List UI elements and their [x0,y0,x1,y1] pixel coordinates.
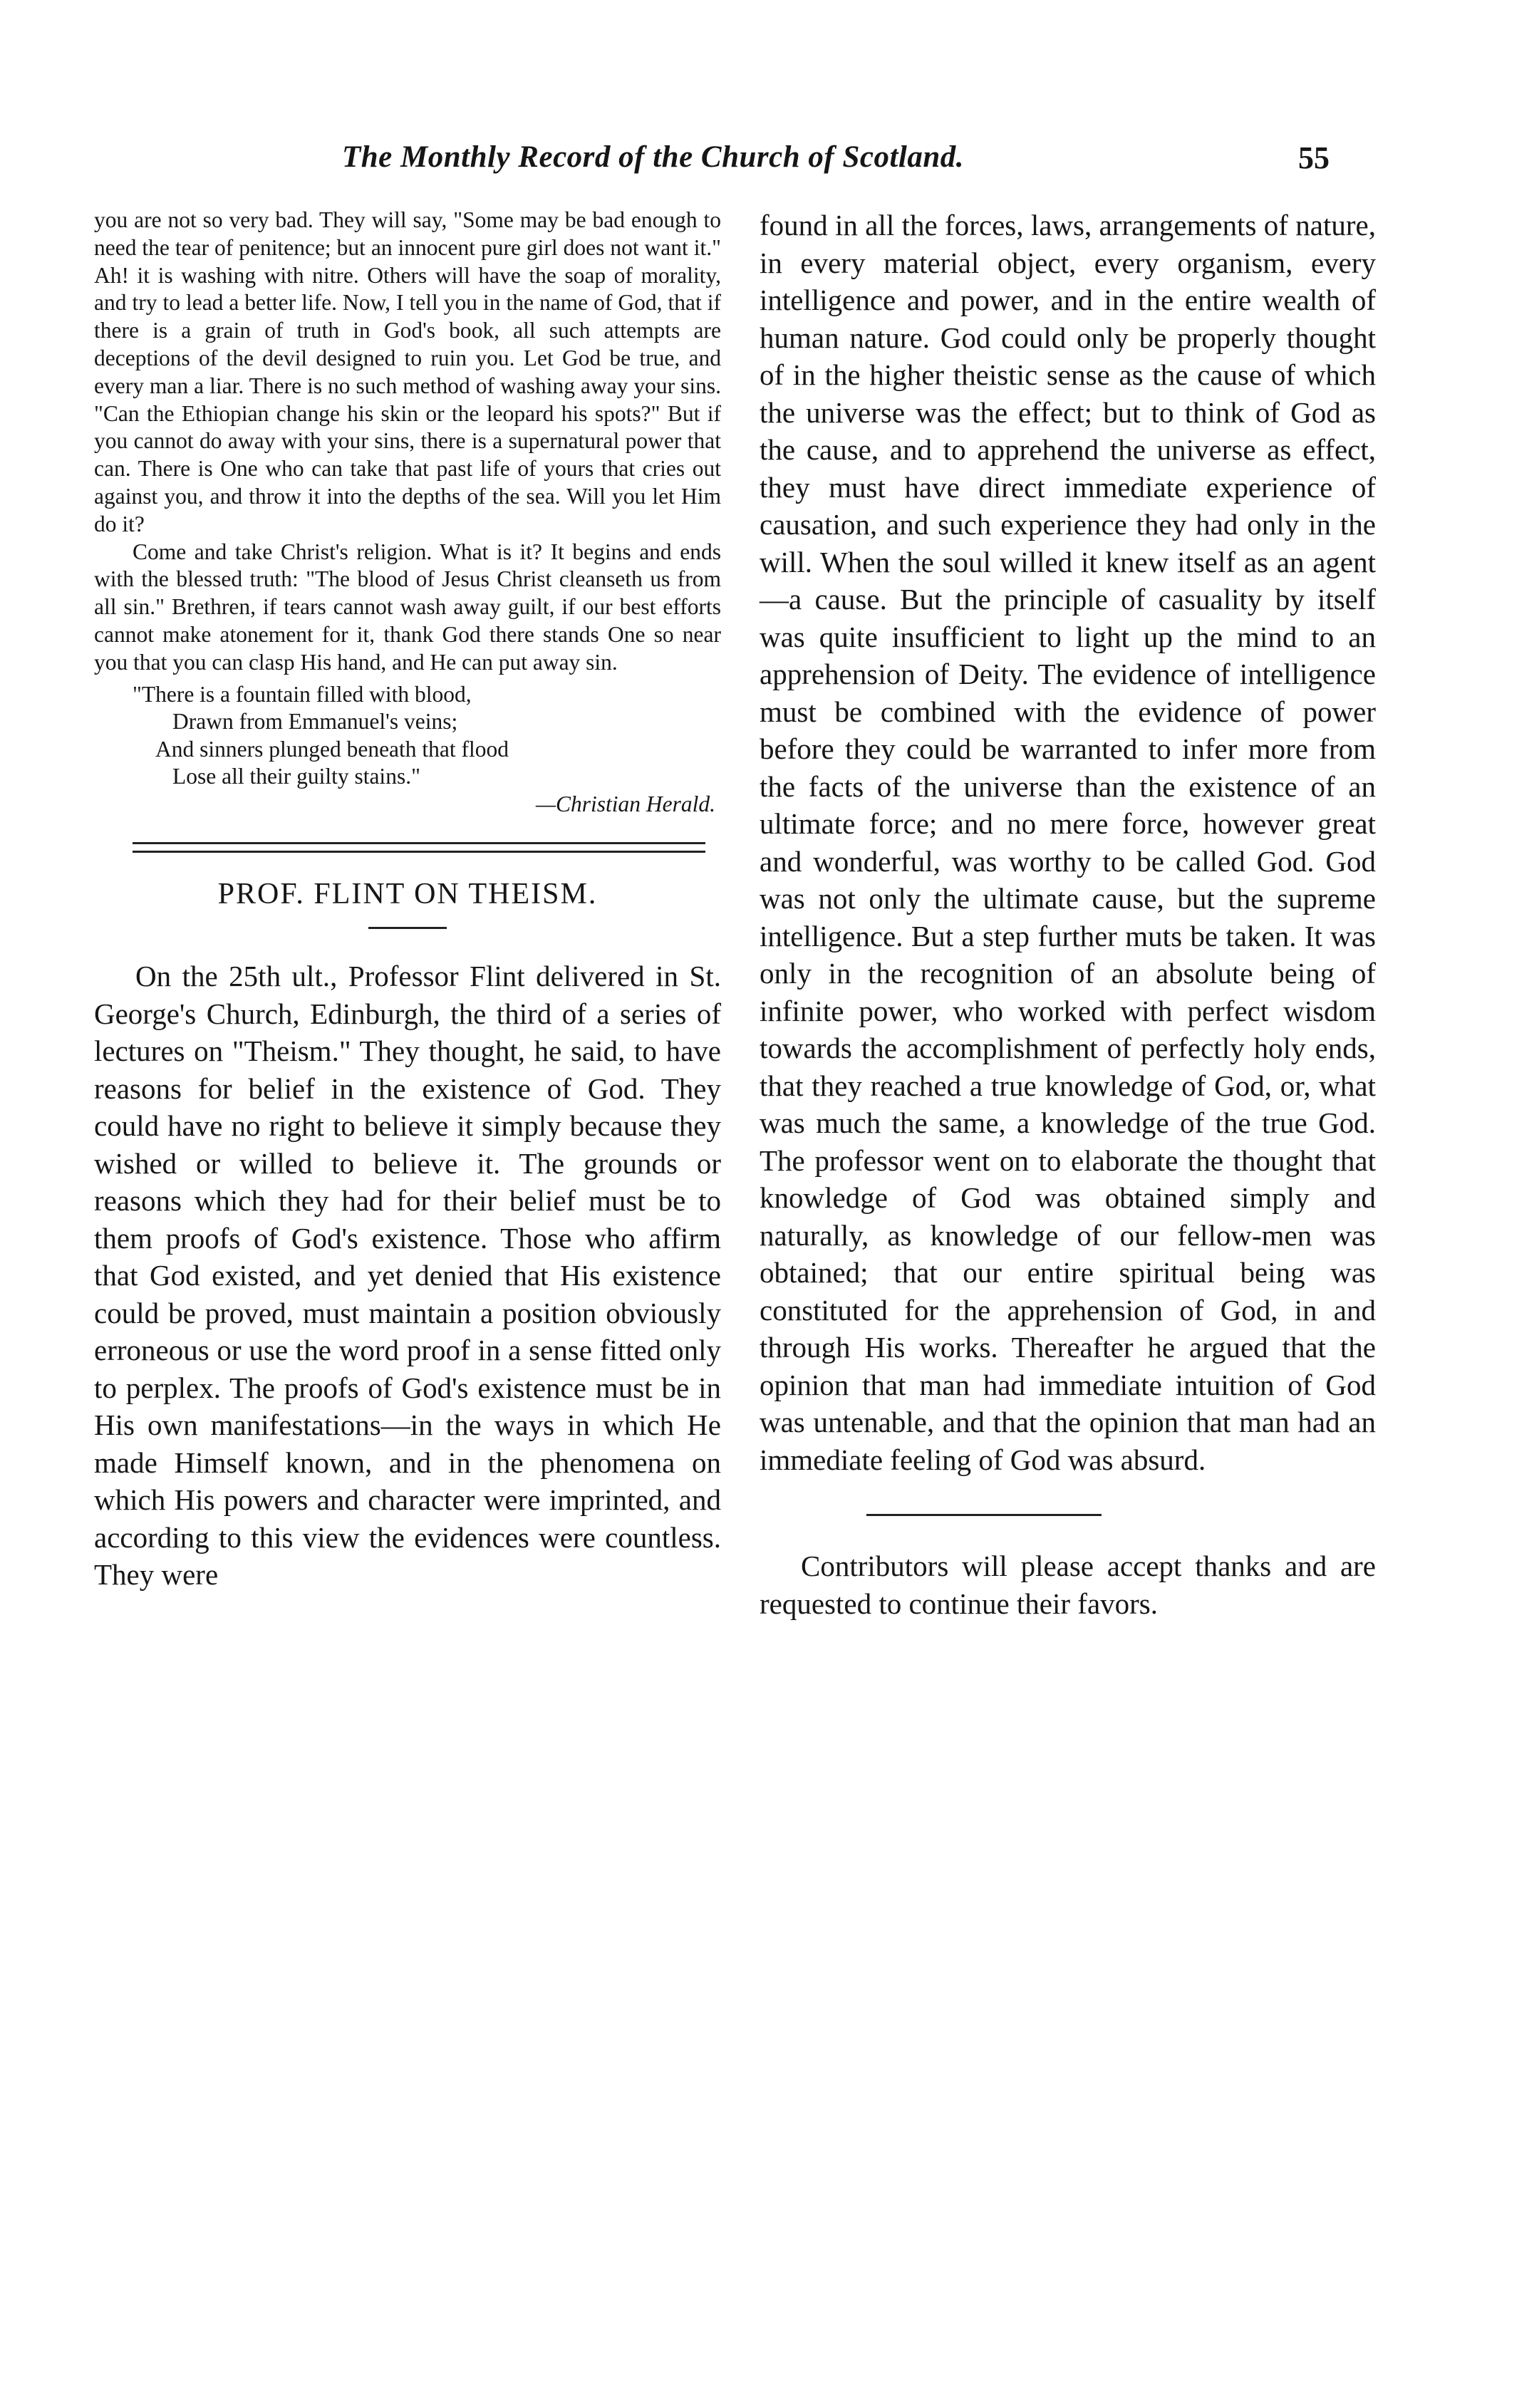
running-header [0,140,1539,190]
section-divider [133,842,705,853]
sermon-excerpt [94,207,721,677]
article-body [94,958,721,1594]
sermon-paragraph: you are not so very bad. They will say, "Some may be bad enough to need the tear of penitence; but an innocent pure girl does not want it." Ah! it is washing with nitre. Others will have the soap of morality, and try to lead a better life. Now, I tell you in the name of God, that if there is a grain of truth in God's book, all such attempts are deceptions of the devil designed to ruin you. Let God be true, and every man a liar. There is no such method of washing away your sins. "Can the Ethiopian change his skin or the leopard his spots?" But if you cannot do away with your sins, there is a supernatural power that can. There is One who can take that past life of yours that cries out against you, and throw it into the depths of the sea. Will you let Him do it? [94,207,721,536]
hymn-line: Drawn from Emmanuel's veins; [172,709,458,735]
sermon-paragraph: Come and take Christ's religion. What is it? It begins and ends with the blessed truth: "The blood of Jesus Christ cleanseth us from all sin." Brethren, if tears cannot wash away guilt, if our best efforts cannot make atonement for it, thank God there stands One so near you that you can clasp His hand, and He can put away sin. [94,539,721,675]
article-paragraph: found in all the forces, laws, arrangements of nature, in every material object, every organism, every intelligence and power, and in the entire wealth of human nature. God could only be properly thought of in the higher theistic sense as the cause of which the universe was the effect; but to think of God as the cause, and to apprehend the universe as effect, they must have direct immediate experience of causation, and such experience they had only in the will. When the soul willed it knew itself as an agent—a cause. But the principle of casuality by itself was quite insufficient to light up the mind to an apprehension of Deity. The evidence of intelligence must be combined with the evidence of power before they could be warranted to infer more from the facts of the universe than the existence of an ultimate force; and no mere force, however great and wonderful, was worthy to be called God. God was not only the ultimate cause, but the supreme intelligence. But a step further muts be taken. It was only in the recognition of an absolute being of infinite power, who worked with perfect wisdom towards the accomplishment of perfectly holy ends, that they reached a true knowledge of God, or, what was much the same, a knowledge of the true God. The professor went on to elaborate the thought that knowledge of God was obtained simply and naturally, as knowledge of our fellow-men was obtained; that our entire spiritual being was constituted for the apprehension of God, in and through His works. Thereafter he argued that the opinion that man had immediate intuition of God was untenable, and that the opinion that man had an immediate feeling of God was absurd. [760,209,1376,1476]
hymn-line: "There is a fountain filled with blood, [133,681,472,707]
contributors-notice: Contributors will please accept thanks and are requested to continue their favors. [760,1550,1376,1620]
article-body-continued [760,207,1376,1478]
section-heading: PROF. FLINT ON THEISM. [217,878,598,911]
hymn-attribution: —Christian Herald. [535,791,715,816]
heading-rule [368,927,447,929]
hymn-line: Lose all their guilty stains." [172,764,420,789]
running-title: The Monthly Record of the Church of Scotland. [342,140,965,174]
right-column [760,207,1376,1622]
hymn-quotation [94,681,721,819]
article-paragraph: On the 25th ult., Professor Flint delivered in St. George's Church, Edinburgh, the third of a series of lectures on "Theism." They thought, he said, to have reasons for belief in the existence of God. They could have no right to believe it simply because they wished or willed to believe it. The grounds or reasons which they had for their belief must be to them proofs of God's existence. Those who affirm that God existed, and yet denied that His existence could be proved, must maintain a position obviously erroneous or use the word proof in a sense fitted only to perplex. The proofs of God's existence must be in His own manifestations—in the ways in which He made Himself known, and in the phenomena on which His powers and character were imprinted, and according to this view the evidences were countless. They were [94,960,721,1592]
left-column [94,207,721,1594]
page-number: 55 [1298,140,1330,175]
hymn-line: And sinners plunged beneath that flood [155,736,509,762]
divider [866,1514,1102,1516]
